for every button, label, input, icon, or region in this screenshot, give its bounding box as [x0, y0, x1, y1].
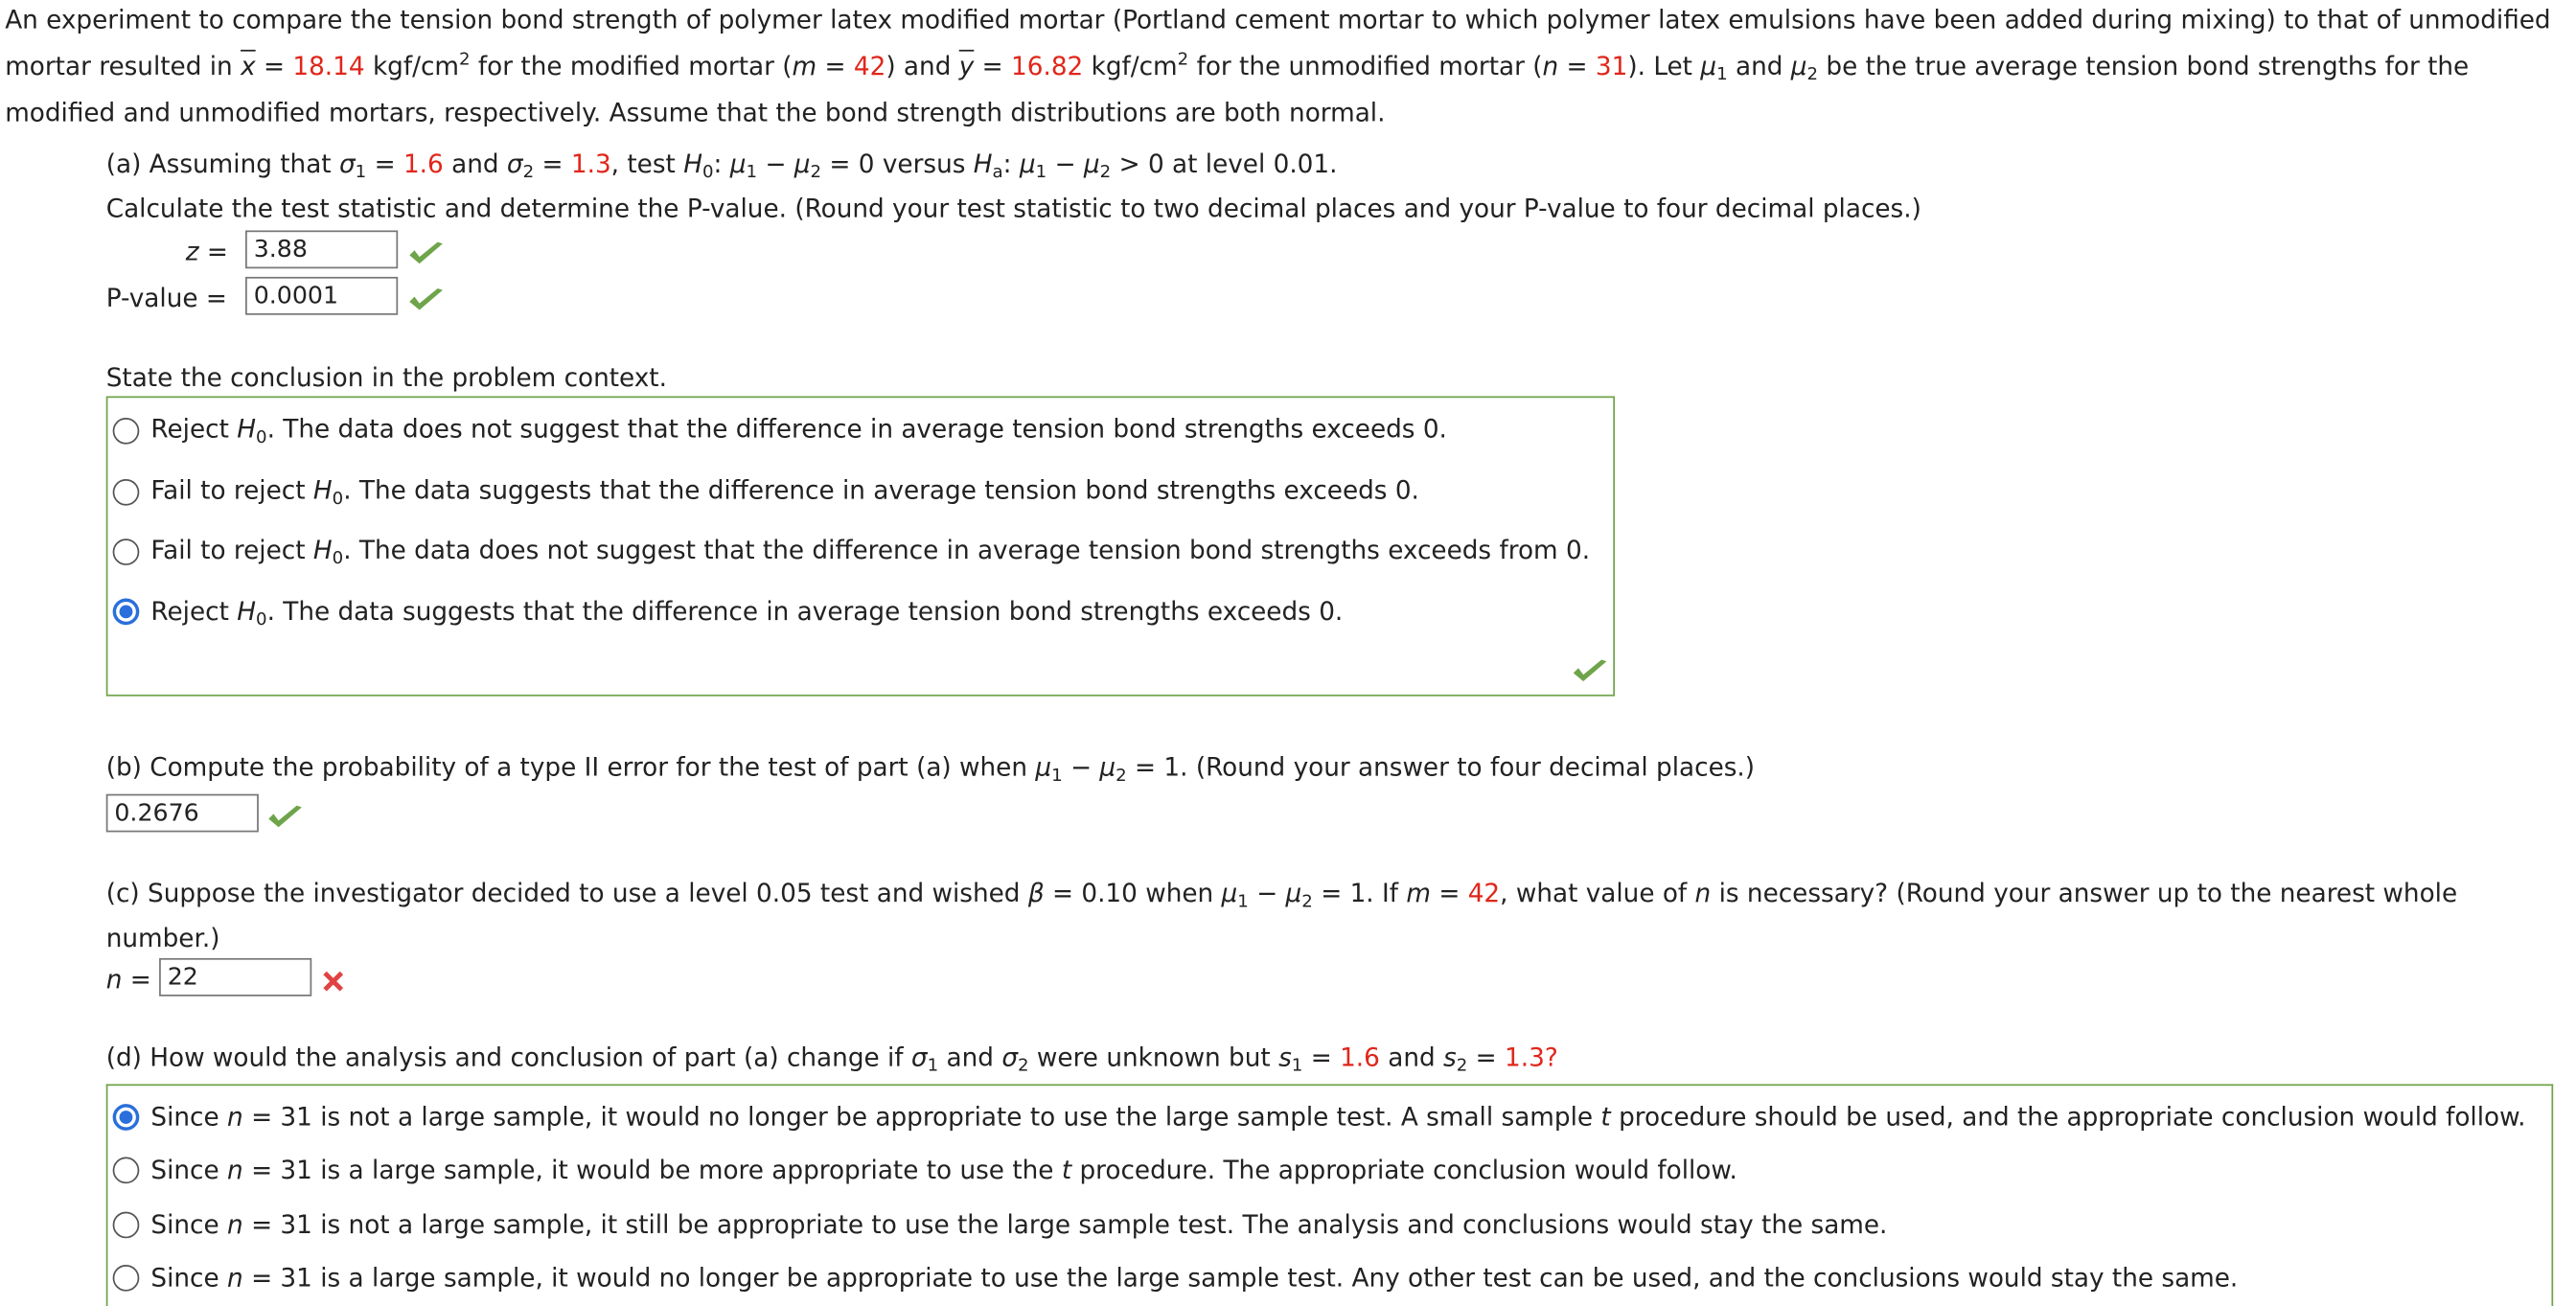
part-b-prompt: (b) Compute the probability of a type II error for the test of part (a) when $\mu_1 - \mu_2 = 1$. (Round your answer to four decimal places.) — [105, 752, 1756, 787]
sample-size-input[interactable]: 22 — [159, 958, 311, 997]
part-d-option-4[interactable]: Since n = 31 is a large sample, it would no longer be appropriate to use the large sample test. Any other test can be used, and the conclusions would stay the same. — [150, 1263, 2239, 1294]
check-icon — [1572, 658, 1608, 685]
part-c-prompt-line-2: number.) — [105, 923, 220, 953]
z-statistic-input[interactable]: 3.88 — [245, 230, 398, 268]
check-icon — [267, 804, 304, 831]
part-d-option-1[interactable]: Since n = 31 is not a large sample, it would no longer be appropriate to use the large sample test. A small sample t procedure should be used, and the appropriate conclusion would follow. — [150, 1102, 2526, 1133]
intro-line-1: An experiment to compare the tension bond strength of polymer latex modified mortar (Portland cement mortar to which polymer latex emulsions have been added during mixing) to that of unmodified — [5, 5, 2551, 35]
part-d-prompt: (d) How would the analysis and conclusion of part (a) change if $\sigma_1$ and $\sigma_2$ were unknown but $s_1 = 1.6$ and $s_2 = 1.3$? — [105, 1043, 1558, 1076]
part-a-prompt: (a) Assuming that $\sigma_1 = 1.6$ and $\sigma_2 = 1.3$, test $H_0$: $\mu_1 - \mu_2 = 0$ versus $H_a$: $\mu_1 - \mu_2 > 0$ at level 0.01. — [105, 149, 1338, 183]
part-d-option-2[interactable]: Since n = 31 is a large sample, it would be more appropriate to use the t procedure. The appropriate conclusion would follow. — [150, 1155, 1737, 1185]
part-d-radio-4[interactable] — [113, 1265, 140, 1292]
conclusion-option-1[interactable]: Reject $H_0$. The data does not suggest that the difference in average tension bond strengths exceeds 0. — [150, 414, 1447, 448]
check-icon — [408, 286, 445, 313]
conclusion-option-4[interactable]: Reject $H_0$. The data suggests that the difference in average tension bond strengths exceeds 0. — [150, 596, 1344, 630]
part-d-option-3[interactable]: Since n = 31 is not a large sample, it still be appropriate to use the large sample test. The analysis and conclusions would stay the same. — [150, 1209, 1888, 1241]
check-icon — [408, 241, 445, 267]
conclusion-option-3[interactable]: Fail to reject $H_0$. The data does not suggest that the difference in average tension bond strengths exceeds from 0. — [150, 535, 1591, 569]
conclusion-option-2[interactable]: Fail to reject $H_0$. The data suggests that the difference in average tension bond strengths exceeds 0. — [150, 475, 1419, 510]
conclusion-radio-3[interactable] — [113, 538, 140, 565]
intro-line-2: mortar resulted in $\overline{x} = 18.14$ kgf/$cm^2$ for the modified mortar (m = 42) and $\overline{y} = 16.82$ kgf/$cm^2$ for the unmodified mortar (n = 31). Let $\mu_1$ and $\mu_2$ be the true average tension bond strengths for the — [5, 49, 2470, 85]
intro-line-3: modified and unmodified mortars, respectively. Assume that the bond strength distributions are both normal. — [5, 98, 1386, 128]
conclusion-prompt: State the conclusion in the problem context. — [105, 362, 667, 394]
p-value-label: P-value = — [105, 283, 227, 313]
conclusion-radio-4-selected[interactable] — [113, 599, 140, 626]
part-d-radio-3[interactable] — [113, 1212, 140, 1239]
part-d-radio-1-selected[interactable] — [113, 1104, 140, 1131]
part-d-radio-2[interactable] — [113, 1157, 140, 1184]
incorrect-x-icon — [320, 968, 347, 995]
n-label: n = — [105, 964, 151, 995]
p-value-input[interactable]: 0.0001 — [245, 277, 398, 315]
conclusion-radio-2[interactable] — [113, 479, 140, 506]
part-c-prompt: (c) Suppose the investigator decided to use a level 0.05 test and wished β = 0.10 when $\mu_1 - \mu_2 = 1$. If m = 42, what value of n is necessary? (Round your answer up to the nearest whole — [105, 878, 2458, 912]
z-label: z = — [185, 237, 228, 267]
part-a-instruction: Calculate the test statistic and determine the P-value. (Round your test statistic to two decimal places and your P-value to four decimal places.) — [105, 194, 1921, 224]
conclusion-radio-1[interactable] — [113, 418, 140, 445]
type-ii-error-input[interactable]: 0.2676 — [106, 794, 259, 833]
